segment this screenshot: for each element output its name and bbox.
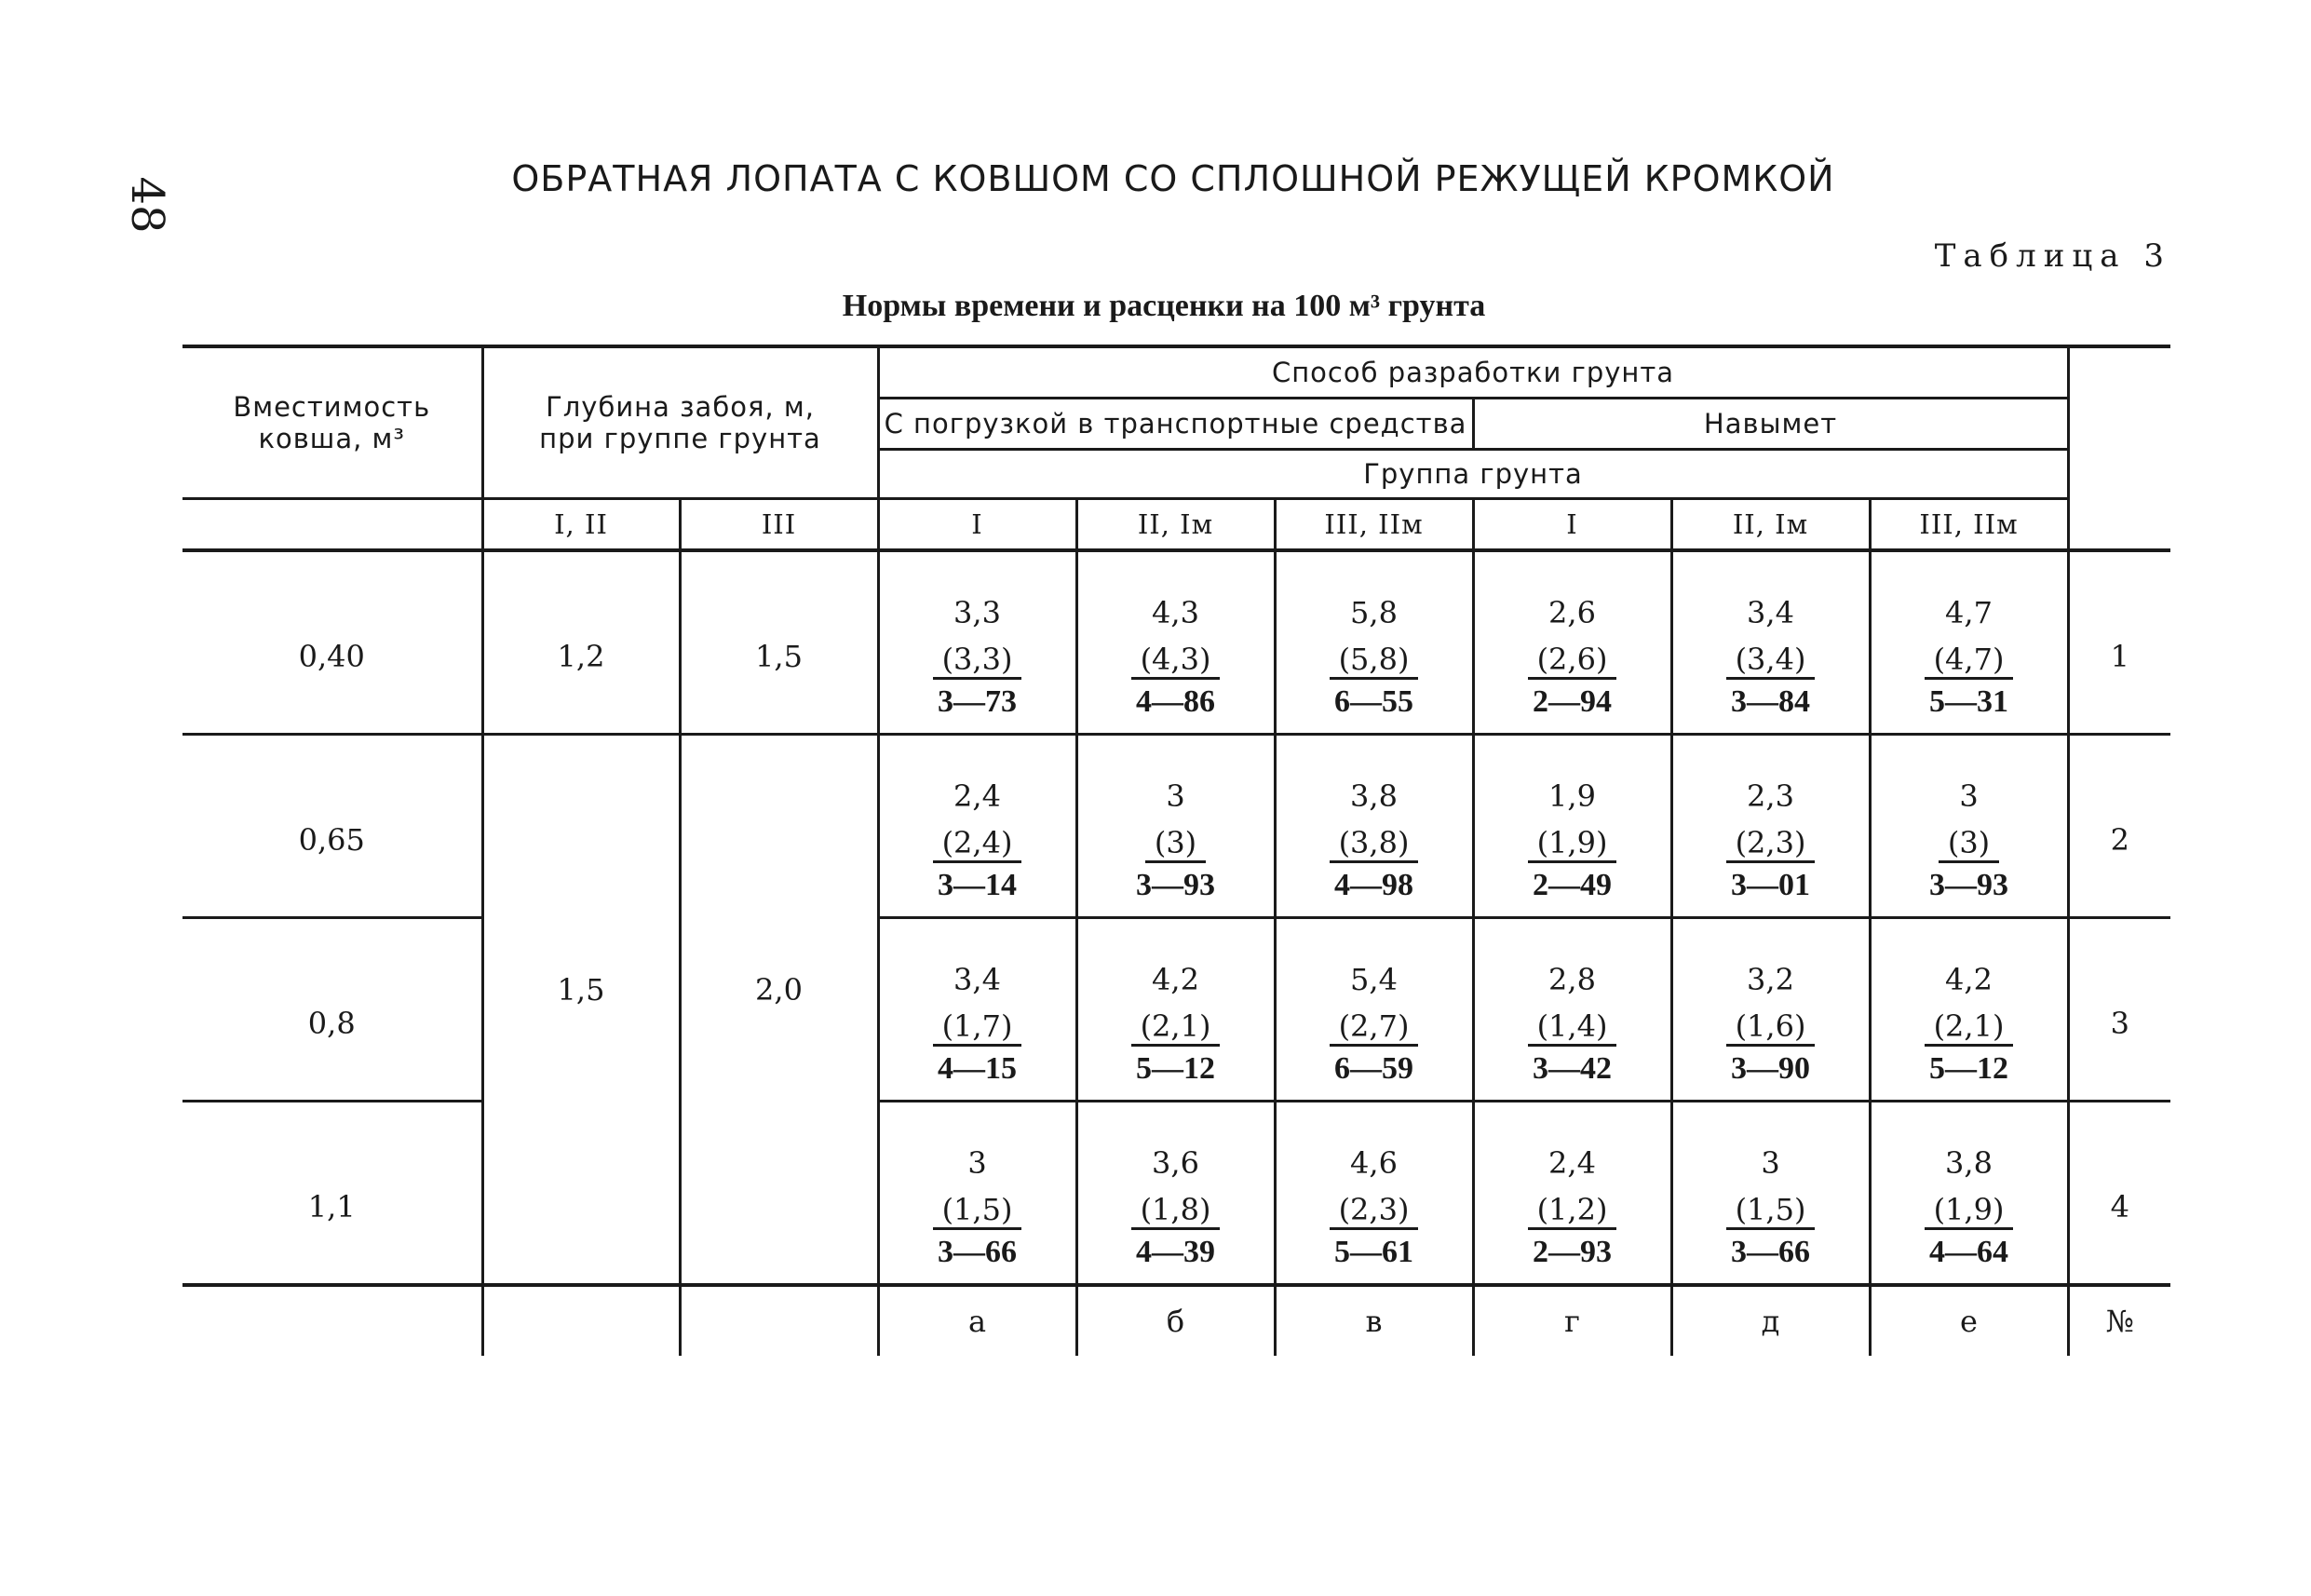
header-group-v: III, IIм <box>1275 499 1473 551</box>
column-letter: а <box>878 1285 1076 1356</box>
page-heading: ОБРАТНАЯ ЛОПАТА С КОВШОМ СО СПЛОШНОЙ РЕЖУЩЕЙ КРОМКОЙ <box>511 158 1835 199</box>
header-group-a: I <box>878 499 1076 551</box>
column-letter: в <box>1275 1285 1473 1356</box>
header-group-b: II, Iм <box>1076 499 1275 551</box>
header-capacity: Вместимость ковша, м³ <box>182 346 482 499</box>
page-number: 48 <box>121 176 173 234</box>
header-loading: С погрузкой в транспортные средства <box>878 399 1473 450</box>
table-row <box>182 550 2170 735</box>
norm-cell: 3,4 (3,4) 3—84 <box>1671 550 1870 735</box>
column-letter: е <box>1870 1285 2068 1356</box>
row-number: 3 <box>2068 918 2170 1102</box>
header-group-d: II, Iм <box>1671 499 1870 551</box>
table-row <box>182 918 2170 1102</box>
norm-cell: 4,2 (2,1) 5—12 <box>1076 918 1275 1102</box>
norm-cell: 3,8 (1,9) 4—64 <box>1870 1102 2068 1286</box>
row-number: 1 <box>2068 550 2170 735</box>
norm-cell: 3,2 (1,6) 3—90 <box>1671 918 1870 1102</box>
depth-cell: 1,2 <box>482 550 680 735</box>
norm-cell: 3 (3) 3—93 <box>1870 735 2068 918</box>
norm-cell: 2,4 (1,2) 2—93 <box>1473 1102 1671 1286</box>
norm-cell: 4,6 (2,3) 5—61 <box>1275 1102 1473 1286</box>
norm-cell: 4,3 (4,3) 4—86 <box>1076 550 1275 735</box>
norm-cell: 3 (1,5) 3—66 <box>1671 1102 1870 1286</box>
norm-cell: 5,8 (5,8) 6—55 <box>1275 550 1473 735</box>
header-no-blank <box>2068 346 2170 550</box>
header-group-g: I <box>1473 499 1671 551</box>
header-group-e: III, IIм <box>1870 499 2068 551</box>
number-label: № <box>2068 1285 2170 1356</box>
row-number: 2 <box>2068 735 2170 918</box>
norm-cell: 4,2 (2,1) 5—12 <box>1870 918 2068 1102</box>
footer-blank <box>482 1285 680 1356</box>
table-row <box>182 1102 2170 1286</box>
capacity-cell: 0,40 <box>182 550 482 735</box>
norm-cell: 1,9 (1,9) 2—49 <box>1473 735 1671 918</box>
capacity-cell: 1,1 <box>182 1102 482 1286</box>
norm-cell: 2,6 (2,6) 2—94 <box>1473 550 1671 735</box>
norm-cell: 2,8 (1,4) 3—42 <box>1473 918 1671 1102</box>
column-letter: г <box>1473 1285 1671 1356</box>
column-letter: б <box>1076 1285 1275 1356</box>
table-row <box>182 735 2170 918</box>
footer-blank <box>680 1285 878 1356</box>
footer-blank <box>182 1285 482 1356</box>
header-depth-group-1: I, II <box>482 499 680 551</box>
norm-cell: 3,6 (1,8) 4—39 <box>1076 1102 1275 1286</box>
header-spoil: Навымет <box>1473 399 2068 450</box>
norm-cell: 3,8 (3,8) 4—98 <box>1275 735 1473 918</box>
table-caption: Нормы времени и расценки на 100 м³ грунта <box>842 289 1486 323</box>
norms-table <box>182 345 2170 1356</box>
norm-cell: 5,4 (2,7) 6—59 <box>1275 918 1473 1102</box>
header-depth-group-2: III <box>680 499 878 551</box>
norm-cell: 3 (1,5) 3—66 <box>878 1102 1076 1286</box>
header-capacity-blank <box>182 499 482 551</box>
norm-cell: 2,4 (2,4) 3—14 <box>878 735 1076 918</box>
norm-cell: 3,3 (3,3) 3—73 <box>878 550 1076 735</box>
depth-cell-merged: 2,0 <box>680 735 878 1286</box>
capacity-cell: 0,65 <box>182 735 482 918</box>
column-letter: д <box>1671 1285 1870 1356</box>
header-soil-group: Группа грунта <box>878 450 2068 499</box>
norm-cell: 2,3 (2,3) 3—01 <box>1671 735 1870 918</box>
header-depth: Глубина забоя, м, при группе грунта <box>482 346 878 499</box>
row-number: 4 <box>2068 1102 2170 1286</box>
capacity-cell: 0,8 <box>182 918 482 1102</box>
depth-cell-merged: 1,5 <box>482 735 680 1286</box>
header-method: Способ разработки грунта <box>878 346 2068 399</box>
norm-cell: 3,4 (1,7) 4—15 <box>878 918 1076 1102</box>
norm-cell: 3 (3) 3—93 <box>1076 735 1275 918</box>
norm-cell: 4,7 (4,7) 5—31 <box>1870 550 2068 735</box>
column-letter-row <box>182 1285 2170 1356</box>
table-label: Таблица 3 <box>1934 237 2171 275</box>
depth-cell: 1,5 <box>680 550 878 735</box>
